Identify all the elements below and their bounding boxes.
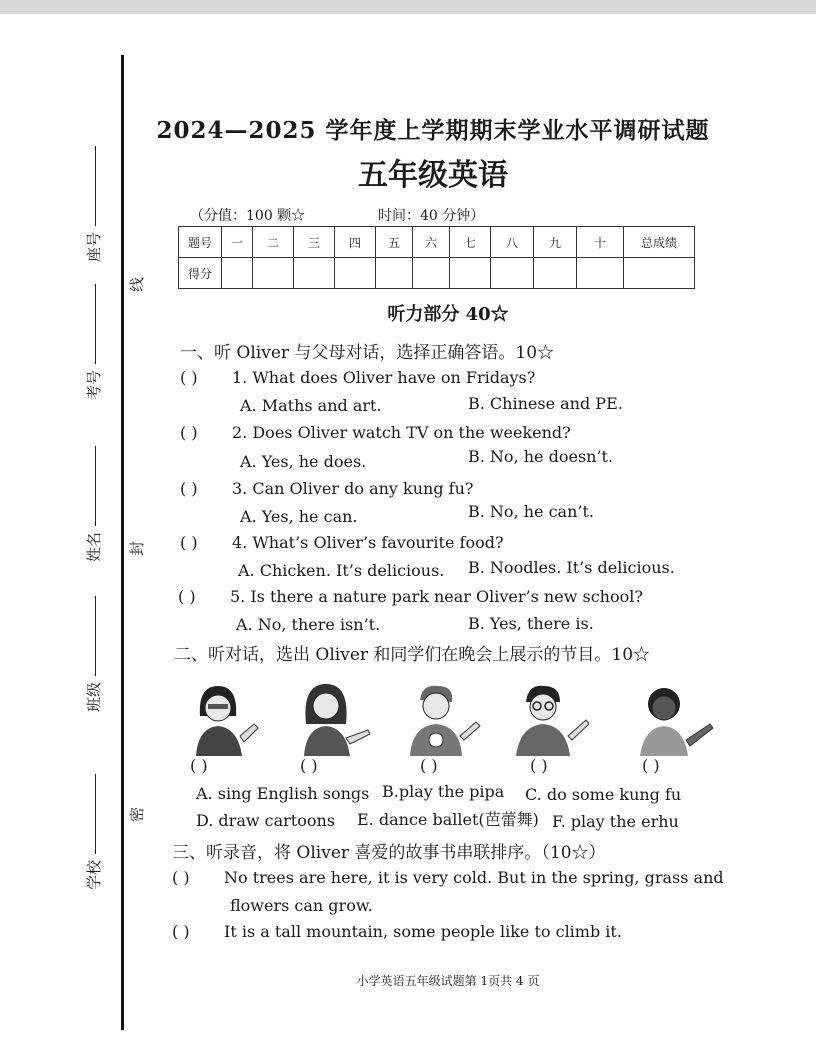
score-cell[interactable] (450, 258, 491, 289)
q5-option-a: A. No, there isn’t. (236, 615, 381, 634)
child-boy-2-illustration (510, 680, 590, 758)
child-boy-1-illustration (402, 680, 482, 758)
program-option-d: D. draw cartoons (196, 811, 335, 830)
q3-option-b: B. No, he can’t. (468, 502, 594, 521)
time-info: 时间：40 分钟） (378, 208, 485, 224)
child-girl-1-illustration (188, 680, 268, 758)
part3-heading: 三、听录音，将 Oliver 喜爱的故事书串联排序。（10☆） (172, 843, 606, 863)
score-table-score-row (179, 258, 695, 289)
header-cell: 三 (294, 227, 335, 258)
story-item-2: ( ) It is a tall mountain, some people like to climb it. (172, 922, 622, 941)
question-1: ( ) 1. What does Oliver have on Fridays? (180, 368, 536, 387)
header-cell: 题号 (179, 227, 222, 258)
seat-number-field[interactable]: 座号 (83, 146, 104, 262)
header-cell: 一 (222, 227, 253, 258)
picture-4-answer-blank[interactable]: ( ) (530, 756, 548, 775)
header-cell: 四 (335, 227, 376, 258)
answer-blank[interactable]: ( ) (180, 533, 198, 552)
binding-word-mi: 密 (128, 806, 146, 822)
q2-option-b: B. No, he doesn’t. (468, 447, 614, 466)
score-cell[interactable] (222, 258, 253, 289)
score-cell[interactable] (534, 258, 577, 289)
program-option-c: C. do some kung fu (525, 785, 682, 804)
picture-2-answer-blank[interactable]: ( ) (300, 756, 318, 775)
q1-option-b: B. Chinese and PE. (468, 394, 623, 413)
part1-heading: 一、听 Oliver 与父母对话，选择正确答语。10☆ (180, 343, 555, 363)
answer-blank[interactable]: ( ) (178, 587, 196, 606)
row-label-cell: 得分 (179, 258, 222, 289)
child-girl-2-illustration (296, 680, 376, 758)
header-cell: 九 (534, 227, 577, 258)
score-cell[interactable] (577, 258, 624, 289)
answer-blank[interactable]: ( ) (172, 922, 190, 941)
program-option-a: A. sing English songs (196, 784, 370, 803)
q3-option-a: A. Yes, he can. (240, 507, 358, 526)
school-field[interactable]: 学校 (83, 774, 104, 890)
q4-option-a: A. Chicken. It’s delicious. (238, 561, 445, 580)
q2-option-a: A. Yes, he does. (240, 452, 367, 471)
picture-1-answer-blank[interactable]: ( ) (190, 756, 208, 775)
listening-section-title: 听力部分 40☆ (387, 304, 509, 325)
score-info: （分值：100 颗☆ (190, 208, 306, 224)
name-field[interactable]: 姓名 (83, 446, 104, 562)
exam-subtitle: 五年级英语 (358, 158, 508, 193)
question-2: ( ) 2. Does Oliver watch TV on the weekend? (180, 423, 571, 442)
score-cell[interactable] (335, 258, 376, 289)
header-cell: 十 (577, 227, 624, 258)
program-option-b: B.play the pipa (382, 782, 505, 801)
page-footer: 小学英语五年级试题第 1页共 4 页 (356, 974, 540, 988)
answer-blank[interactable]: ( ) (172, 868, 190, 887)
header-cell: 五 (376, 227, 413, 258)
score-cell[interactable] (624, 258, 695, 289)
score-cell[interactable] (376, 258, 413, 289)
question-4: ( ) 4. What’s Oliver’s favourite food? (180, 533, 504, 552)
score-cell[interactable] (413, 258, 450, 289)
question-5: ( ) 5. Is there a nature park near Oliver’s new school? (178, 587, 643, 606)
part2-heading: 二、听对话，选出 Oliver 和同学们在晚会上展示的节目。10☆ (174, 645, 651, 665)
exam-number-field[interactable]: 考号 (83, 284, 104, 400)
q1-option-a: A. Maths and art. (240, 396, 382, 415)
answer-blank[interactable]: ( ) (180, 423, 198, 442)
story-item-1: ( ) No trees are here, it is very cold. But in the spring, grass and (172, 868, 724, 887)
header-cell: 八 (491, 227, 534, 258)
score-cell[interactable] (491, 258, 534, 289)
scan-top-shadow (0, 0, 816, 14)
score-table (178, 226, 695, 289)
answer-blank[interactable]: ( ) (180, 479, 198, 498)
header-cell: 七 (450, 227, 491, 258)
header-cell: 二 (253, 227, 294, 258)
q5-option-b: B. Yes, there is. (468, 614, 594, 633)
score-cell[interactable] (294, 258, 335, 289)
binding-line (121, 55, 124, 1030)
child-boy-3-illustration (634, 680, 714, 758)
answer-blank[interactable]: ( ) (180, 368, 198, 387)
picture-3-answer-blank[interactable]: ( ) (420, 756, 438, 775)
question-3: ( ) 3. Can Oliver do any kung fu? (180, 479, 474, 498)
exam-title: 2024—2025 学年度上学期期末学业水平调研试题 (156, 117, 710, 144)
story-item-1-continuation: flowers can grow. (230, 896, 373, 915)
q4-option-b: B. Noodles. It’s delicious. (468, 558, 675, 577)
program-option-f: F. play the erhu (552, 812, 679, 831)
class-field[interactable]: 班级 (83, 596, 104, 712)
picture-5-answer-blank[interactable]: ( ) (642, 756, 660, 775)
header-cell: 六 (413, 227, 450, 258)
header-cell: 总成绩 (624, 227, 695, 258)
binding-word-xian: 线 (128, 276, 146, 292)
score-table-header-row (179, 227, 695, 258)
score-cell[interactable] (253, 258, 294, 289)
binding-word-feng: 封 (128, 540, 146, 556)
program-option-e: E. dance ballet(芭蕾舞) (357, 810, 539, 829)
